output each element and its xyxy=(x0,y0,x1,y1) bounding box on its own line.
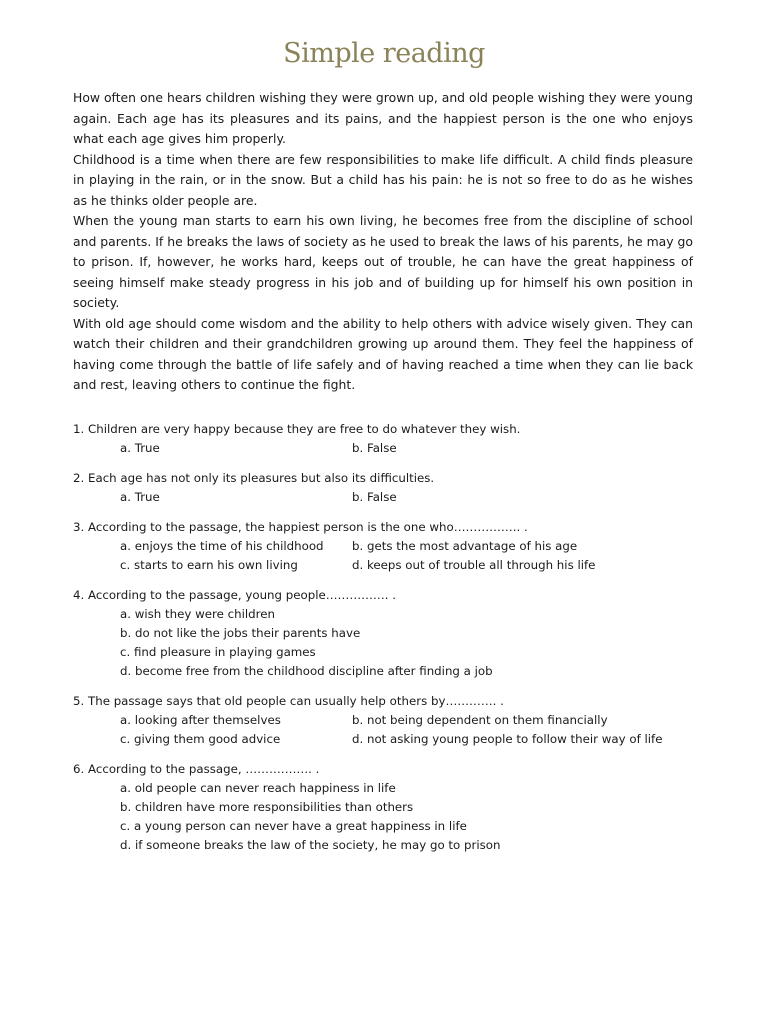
option-c: c. starts to earn his own living xyxy=(120,558,298,572)
option-b: b. children have more responsibilities than others xyxy=(120,800,414,814)
question-2 xyxy=(73,469,713,507)
question-text: 6. According to the passage, …………….. . xyxy=(73,762,320,776)
question-3 xyxy=(73,518,713,575)
option-c: c. a young person can never have a great happiness in life xyxy=(120,819,467,833)
option-c: c. giving them good advice xyxy=(120,732,281,746)
option-a: a. old people can never reach happiness in life xyxy=(120,781,396,795)
question-text: 3. According to the passage, the happiest person is the one who…………….. . xyxy=(73,520,528,534)
passage-paragraph-1: How often one hears children wishing they were grown up, and old people wishing they were young again. Each age has its pleasures and its pains, and the happiest person is the one who enjoys what each age gives him properly. xyxy=(73,90,693,146)
option-c: c. find pleasure in playing games xyxy=(120,645,316,659)
option-d: d. not asking young people to follow their way of life xyxy=(352,732,663,746)
question-text: 2. Each age has not only its pleasures but also its difficulties. xyxy=(73,471,435,485)
page-title: Simple reading xyxy=(283,38,485,69)
reading-passage xyxy=(73,88,693,396)
question-5 xyxy=(73,692,713,749)
option-d: d. keeps out of trouble all through his life xyxy=(352,558,596,572)
question-6 xyxy=(73,760,713,855)
option-d: d. become free from the childhood discipline after finding a job xyxy=(120,664,493,678)
option-b: b. gets the most advantage of his age xyxy=(352,539,578,553)
option-a: a. True xyxy=(120,441,160,455)
option-b: b. False xyxy=(352,490,397,504)
question-text: 5. The passage says that old people can usually help others by…………. . xyxy=(73,694,504,708)
passage-paragraph-3: When the young man starts to earn his own living, he becomes free from the discipline of school and parents. If he breaks the laws of society as he used to break the laws of his parents, he may go to prison. If, however, he works hard, keeps out of trouble, he can have the great happiness of seeing himself make steady progress in his job and of building up for himself his own position in society. xyxy=(73,213,693,310)
passage-paragraph-4: With old age should come wisdom and the ability to help others with advice wisely given. They can watch their children and their grandchildren growing up around them. They feel the happiness of having come through the battle of life safely and of having reached a time when they can lie back and rest, leaving others to continue the fight. xyxy=(73,315,693,392)
option-a: a. True xyxy=(120,490,160,504)
question-list xyxy=(73,420,713,866)
question-1 xyxy=(73,420,713,458)
option-a: a. wish they were children xyxy=(120,607,275,621)
question-text: 4. According to the passage, young people……………. . xyxy=(73,588,396,602)
question-4 xyxy=(73,586,713,681)
option-d: d. if someone breaks the law of the society, he may go to prison xyxy=(120,838,501,852)
option-b: b. not being dependent on them financially xyxy=(352,713,608,727)
option-a: a. looking after themselves xyxy=(120,713,281,727)
question-text: 1. Children are very happy because they are free to do whatever they wish. xyxy=(73,422,521,436)
option-b: b. do not like the jobs their parents have xyxy=(120,626,361,640)
option-b: b. False xyxy=(352,441,397,455)
passage-paragraph-2: Childhood is a time when there are few responsibilities to make life difficult. A child finds pleasure in playing in the rain, or in the snow. But a child has his pain: he is not so free to do as he wishes as he thinks older people are. xyxy=(73,151,693,208)
option-a: a. enjoys the time of his childhood xyxy=(120,539,324,553)
